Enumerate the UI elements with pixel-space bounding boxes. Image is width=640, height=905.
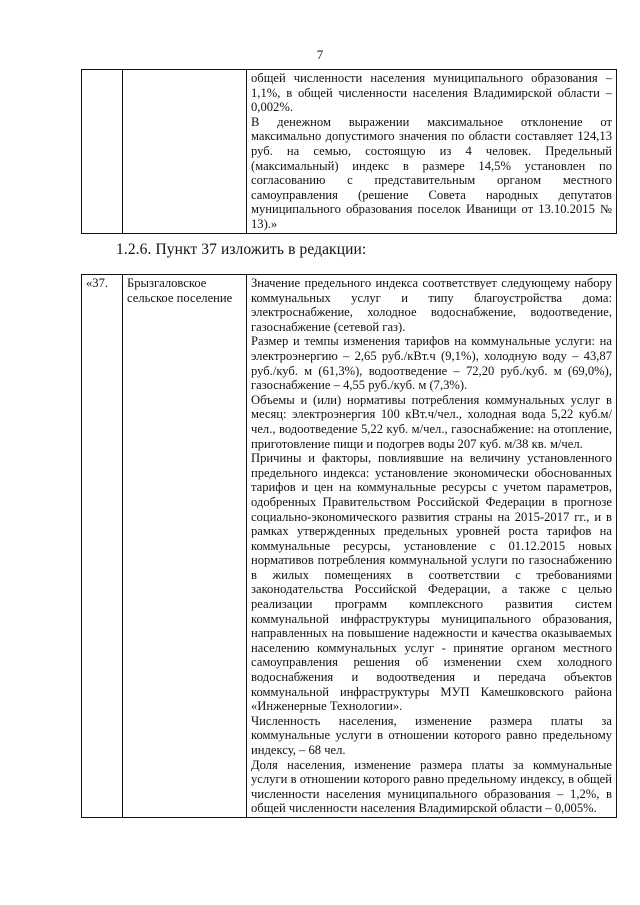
table-row — [82, 275, 617, 818]
section-heading: 1.2.6. Пункт 37 изложить в редакции: — [116, 241, 367, 258]
paragraph: Размер и темпы изменения тарифов на коммунальные услуги: на электроэнергию – 2,65 руб./кВт.ч (9,1%), холодную воду – 43,87 руб./куб. м (61,3%), водоотведение – 72,20 руб./куб. м (69,0%), газоснабжение – 4,55 руб./куб. м (7,3%). — [251, 334, 612, 393]
settlement-name-cell: Брызгаловское сельское поселение — [123, 275, 247, 818]
description-cell — [247, 275, 617, 818]
paragraph: Численность населения, изменение размера платы за коммунальные услуги в отношении которого равно предельному индексу, – 68 чел. — [251, 713, 612, 757]
continuation-table — [81, 69, 617, 234]
paragraph: Объемы и (или) нормативы потребления коммунальных услуг в месяц: электроэнергия 100 кВт.ч/чел., холодная вода 5,22 куб.м/чел., водоотведение 5,22 куб. м/чел., газоснабжение: на отопление, приготовление пищи и подогрев воды 207 куб. м/38 кв. м/чел. — [251, 392, 612, 451]
paragraph: Доля населения, изменение размера платы за коммунальные услуги в отношении которого равно предельному индексу, в общей численности населения муниципального образования – 1,2%, в общей численности населения Владимирской области – 0,005%. — [251, 757, 612, 816]
paragraph: Причины и факторы, повлиявшие на величину установленного предельного индекса: установление экономически обоснованных тарифов и цен на коммунальные ресурсы с учетом параметров, одобренных Правительством Российской Федерации в прогнозе социально-экономического развития страны на 2015-2017 гг., и в рамках утвержденных предельных уровней роста тарифов на коммунальные ресурсы, установление с 01.12.2015 новых нормативов потребления коммунальной услуги по газоснабжению в жилых помещениях в соответствии с требованиями законодательства Российской Федерации, а также с целью реализации программ комплексного развития систем коммунальной инфраструктуры муниципального образования, направленных на повышение надежности и качества оказываемых населению коммунальных услуг - принятие органом местного самоуправления решения об изменении схем холодного водоснабжения и водоотведения и передача объектов коммунальной инфраструктуры МУП Камешковского района «Инженерные Технологии». — [251, 451, 612, 714]
name-cell — [123, 70, 247, 234]
description-cell — [247, 70, 617, 234]
paragraph: В денежном выражении максимальное отклонение от максимально допустимого значения по области составляет 124,13 руб. на семью, состоящую из 4 человек. Предельный (максимальный) индекс в размере 14,5% установлен по согласованию с представительным органом местного самоуправления (решение Совета народных депутатов муниципального образования поселок Иванищи от 13.10.2015 № 13).» — [251, 114, 612, 231]
paragraph: Значение предельного индекса соответствует следующему набору коммунальных услуг и типу благоустройства дома: электроснабжение, холодное водоснабжение, водоотведение, газоснабжение (сетевой газ). — [251, 276, 612, 334]
number-cell: «37. — [82, 275, 123, 818]
table-row — [82, 70, 617, 234]
paragraph: общей численности населения муниципального образования – 1,1%, в общей численности населения Владимирской области – 0,002%. — [251, 71, 612, 115]
settlement-table — [81, 274, 617, 818]
number-cell — [82, 70, 123, 234]
page-number: 7 — [316, 47, 324, 62]
